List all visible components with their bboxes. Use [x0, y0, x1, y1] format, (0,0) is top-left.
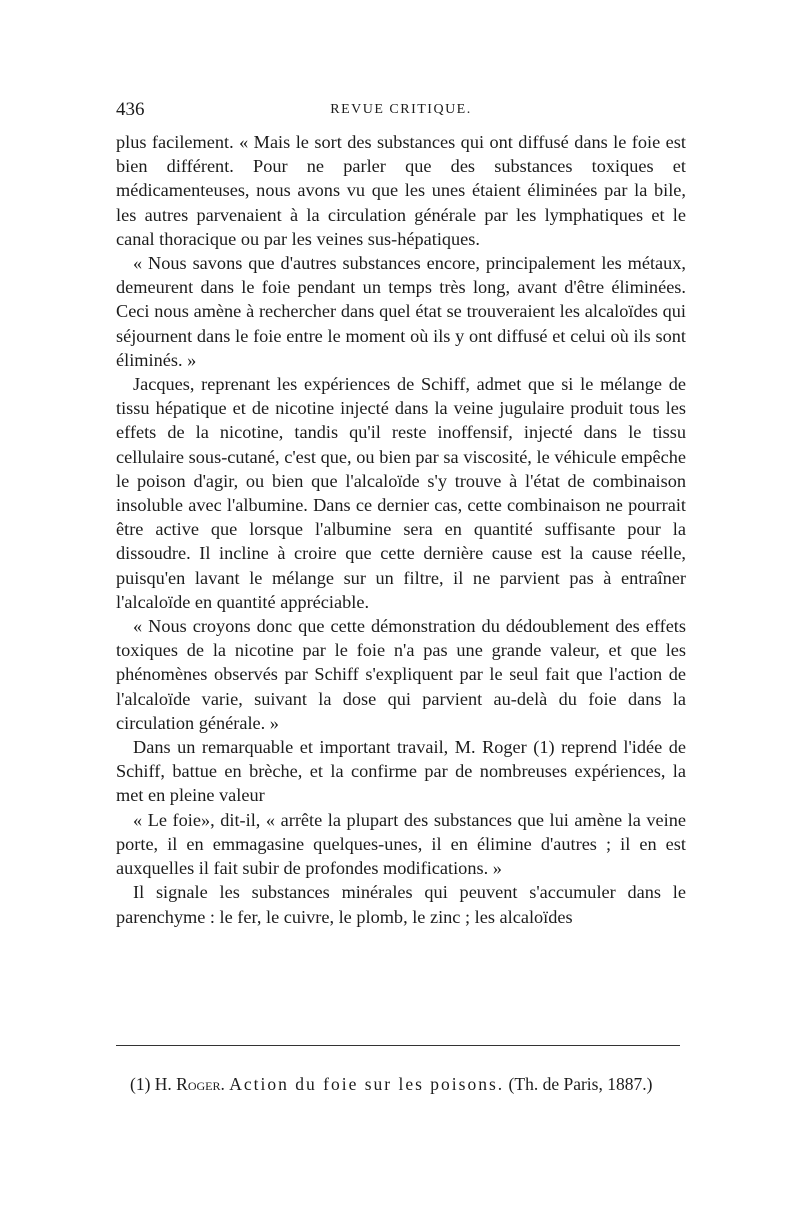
paragraph: Dans un remarquable et important travail, M. Roger (1) reprend l'idée de Schiff, battue en brèche, et la confirme par de nombreuses expériences, la met en pleine valeur [116, 737, 686, 806]
page-number: 436 [116, 99, 145, 120]
footnote [116, 1072, 686, 1096]
paragraph: « Le foie», dit-il, « arrête la plupart des substances que lui amène la veine porte, il en emmagasine quelques-unes, il en élimine d'autres ; il en est auxquelles il fait subir de profondes modifications. » [116, 809, 686, 879]
paragraph: « Nous savons que d'autres substances encore, principalement les métaux, demeurent dans le foie pendant un temps très long, avant d'être éliminées. Ceci nous amène à rechercher dans quel état se trouveraient les alcaloïdes qui séjournent dans le foie entre le moment où ils y ont diffusé et celui où ils sont éliminés. » [116, 253, 686, 370]
page-header [116, 99, 686, 125]
paragraph: Il signale les substances minérales qui peuvent s'accumuler dans le parenchyme : le fer, le cuivre, le plomb, le zinc ; les alcaloïdes [116, 882, 686, 927]
footnote-marker: (1) [130, 1074, 151, 1094]
paragraph: Jacques, reprenant les expériences de Schiff, admet que si le mélange de tissu hépatique et de nicotine injecté dans la veine jugulaire produit tous les effets de la nicotine, tandis qu'il reste inoffensif, injecté dans le tissu cellulaire sous-cutané, c'est que, ou bien par sa viscosité, le véhicule empêche le poison d'agir, ou bien que l'alcaloïde s'y trouve à l'état de combinaison insoluble avec l'albumine. Dans ce dernier cas, cette combinaison ne pourrait être active que lorsque l'albumine sera en quantité suffisante pour la dissoudre. Il incline à croire que cette dernière cause est la cause réelle, puisqu'en lavant le mélange sur un filtre, il ne parvient pas à entraîner l'alcaloïde en quantité appréciable. [116, 374, 686, 612]
paragraph: « Nous croyons donc que cette démonstration du dédoublement des effets toxiques de la nicotine par le foie n'a pas une grande valeur, et que les phénomènes observés par Schiff s'expliquent par le seul fait que l'action de l'alcaloïde varie, suivant la dose qui parvient au-delà du foie dans la circulation générale. » [116, 616, 686, 733]
footnote-rest: (Th. de Paris, 1887.) [508, 1074, 653, 1094]
footnote-title: Action du foie sur les poisons. [229, 1074, 505, 1094]
body-text [116, 130, 686, 929]
footnote-divider [116, 1045, 680, 1046]
running-title: REVUE CRITIQUE. [330, 102, 472, 117]
paragraph: plus facilement. « Mais le sort des substances qui ont diffusé dans le foie est bien différent. Pour ne parler que des substances toxiques et médicamenteuses, nous avons vu que les unes étaient éliminées par la bile, les autres parvenaient à la circulation générale par les lymphatiques et le canal thoracique ou par les veines sus-hépatiques. [116, 132, 686, 249]
footnote-author: H. Roger. [154, 1074, 225, 1094]
